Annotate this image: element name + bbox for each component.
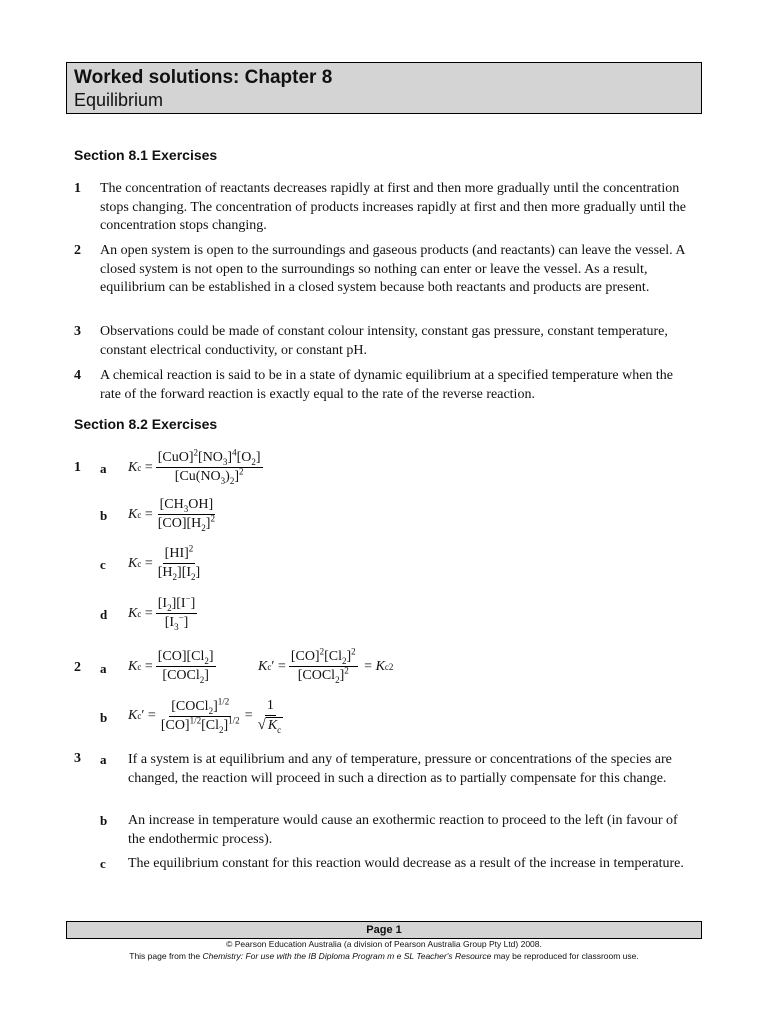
question-number: 1 xyxy=(74,460,81,475)
equation-2a: K c = $\frac{[CO][Cl_2]}{[COCl_2]}$ xyxy=(128,649,214,685)
equation-2a-inverse: K c ′ = $\frac{[CO]^2[Cl_2]^2}{[COCl_2]^2}$ = K c 2 xyxy=(258,646,394,685)
part-text: The equilibrium constant for this reaction would decrease as a result of the increase in temperature. xyxy=(128,856,684,871)
page-number-box xyxy=(66,921,702,939)
equation-1a: K c = $\frac{[CuO]^2[NO_3]^4[O_2]}{[Cu(NO_3)_2]^2}$ xyxy=(128,447,261,486)
notice-suffix: may be reproduced for classroom use. xyxy=(491,951,639,961)
page-number: Page 1 xyxy=(366,924,402,936)
exercise-number: 3 xyxy=(74,324,81,339)
exercise-item xyxy=(74,367,694,404)
equation-1b: K c = $\frac{[CH_3OH]}{[CO][H_2]^2}$ xyxy=(128,497,215,533)
exercise-text: Observations could be made of constant colour intensity, constant gas pressure, constant temperature, constant electrical conductivity, or constant pH. xyxy=(100,324,668,358)
equation-1d: K c = $\frac{[I_2][I^-]}{[I_3^-]}$ xyxy=(128,593,196,632)
chapter-subtitle: Equilibrium xyxy=(74,90,164,110)
book-title: Chemistry: For use with the IB Diploma Program m e SL Teacher's Resource xyxy=(202,951,492,961)
chapter-title: Worked solutions: Chapter 8 xyxy=(74,67,333,88)
part-label: a xyxy=(100,752,107,767)
exercise-number: 2 xyxy=(74,243,81,258)
part-text: An increase in temperature would cause an exothermic reaction to proceed to the left (in favour of the endothermic process). xyxy=(128,813,678,847)
part-label: b xyxy=(100,710,108,725)
part-label: c xyxy=(100,557,106,572)
exercise-item xyxy=(74,242,694,298)
section-heading-8-2: Section 8.2 Exercises xyxy=(74,416,218,432)
equation-1c: K c = $\frac{[HI]^2}{[H_2][I_2]}$ xyxy=(128,543,201,582)
exercise-text: An open system is open to the surroundings and gaseous products (and reactants) can leave the vessel. A closed system is not open to the surroundings so nothing can enter or leave the vessel. As a result, equilibrium can be established in a closed system because both reactants and products are present. xyxy=(100,243,685,296)
question-number: 3 xyxy=(74,751,81,766)
exercise-number: 1 xyxy=(74,181,81,196)
exercise-item xyxy=(74,180,694,236)
exercise-item xyxy=(74,323,694,360)
equation-2b: K c ′ = $\frac{[COCl_2]^{1/2}}{[CO]^{1/2}[Cl_2]^{1/2}}$ = 1 √ $K_c$ xyxy=(128,695,282,735)
question-number: 2 xyxy=(74,660,81,675)
part-label: d xyxy=(100,607,108,622)
part-label: c xyxy=(100,856,106,871)
part-label: b xyxy=(100,813,108,828)
part-text: If a system is at equilibrium and any of temperature, pressure or concentrations of the species are changed, the reaction will proceed in such a direction as to partially compensate for this change. xyxy=(128,752,672,786)
section-heading-8-1: Section 8.1 Exercises xyxy=(74,147,218,163)
part-label: b xyxy=(100,508,108,523)
chapter-title-box xyxy=(66,62,702,114)
part-label: a xyxy=(100,661,107,676)
notice-prefix: This page from the xyxy=(129,951,203,961)
exercise-text: A chemical reaction is said to be in a state of dynamic equilibrium at a specified temperature when the rate of the forward reaction is exactly equal to the rate of the reverse reaction. xyxy=(100,368,674,402)
exercise-text: The concentration of reactants decreases rapidly at first and then more gradually until the concentration stops changing. The concentration of products increases rapidly at first and then more gradually until the concentration stops changing. xyxy=(100,181,687,234)
reproduction-notice xyxy=(0,951,768,962)
copyright-line: © Pearson Education Australia (a division of Pearson Australia Group Pty Ltd) 2008. xyxy=(226,939,542,949)
part-label: a xyxy=(100,461,107,476)
exercise-number: 4 xyxy=(74,368,81,383)
